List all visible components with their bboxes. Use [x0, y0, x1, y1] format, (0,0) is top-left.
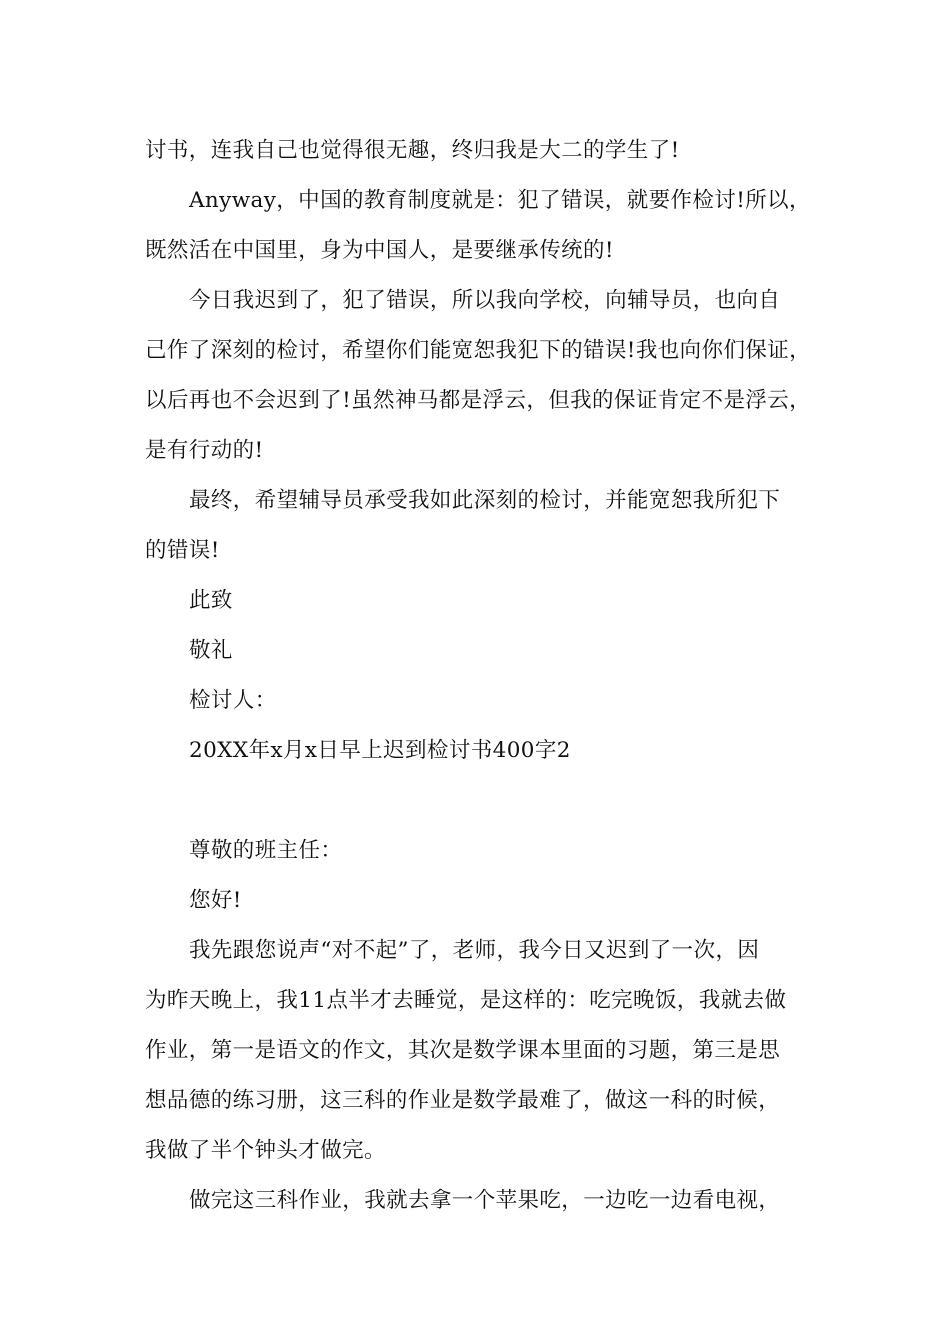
greeting: 尊敬的班主任：	[189, 838, 343, 863]
paragraph-line: 作业，第一是语文的作文，其次是数学课本里面的习题，第三是思	[145, 1038, 781, 1063]
paragraph-line: 我做了半个钟头才做完。	[145, 1138, 386, 1163]
signature-label: 检讨人：	[189, 688, 277, 713]
paragraph-line: 今日我迟到了，犯了错误，所以我向学校，向辅导员，也向自	[189, 288, 781, 313]
paragraph-line: 以后再也不会迟到了!虽然神马都是浮云，但我的保证肯定不是浮云，	[145, 388, 812, 413]
paragraph-line: 是有行动的!	[145, 438, 264, 463]
paragraph-line: 我先跟您说声“对不起”了，老师，我今日又迟到了一次，因	[189, 938, 760, 963]
closing-salutation: 此致	[189, 588, 233, 613]
paragraph-line: 最终，希望辅导员承受我如此深刻的检讨，并能宽恕我所犯下	[189, 488, 781, 513]
section-title: 20XX年x月x日早上迟到检讨书400字2	[189, 738, 571, 763]
paragraph-line: 既然活在中国里，身为中国人，是要继承传统的!	[145, 238, 614, 263]
greeting-hello: 您好!	[189, 888, 242, 913]
paragraph-line: Anyway，中国的教育制度就是：犯了错误，就要作检讨!所以，	[189, 188, 811, 213]
paragraph-line: 为昨天晚上，我11点半才去睡觉，是这样的：吃完晚饭，我就去做	[145, 988, 787, 1013]
paragraph-line: 的错误!	[145, 538, 220, 563]
closing-regards: 敬礼	[189, 638, 233, 663]
paragraph-line: 做完这三科作业，我就去拿一个苹果吃，一边吃一边看电视，	[189, 1188, 781, 1213]
paragraph-line: 己作了深刻的检讨，希望你们能宽恕我犯下的错误!我也向你们保证，	[145, 338, 812, 363]
paragraph-line: 讨书，连我自己也觉得很无趣，终归我是大二的学生了!	[145, 138, 680, 163]
paragraph-line: 想品德的练习册，这三科的作业是数学最难了，做这一科的时候，	[145, 1088, 781, 1113]
